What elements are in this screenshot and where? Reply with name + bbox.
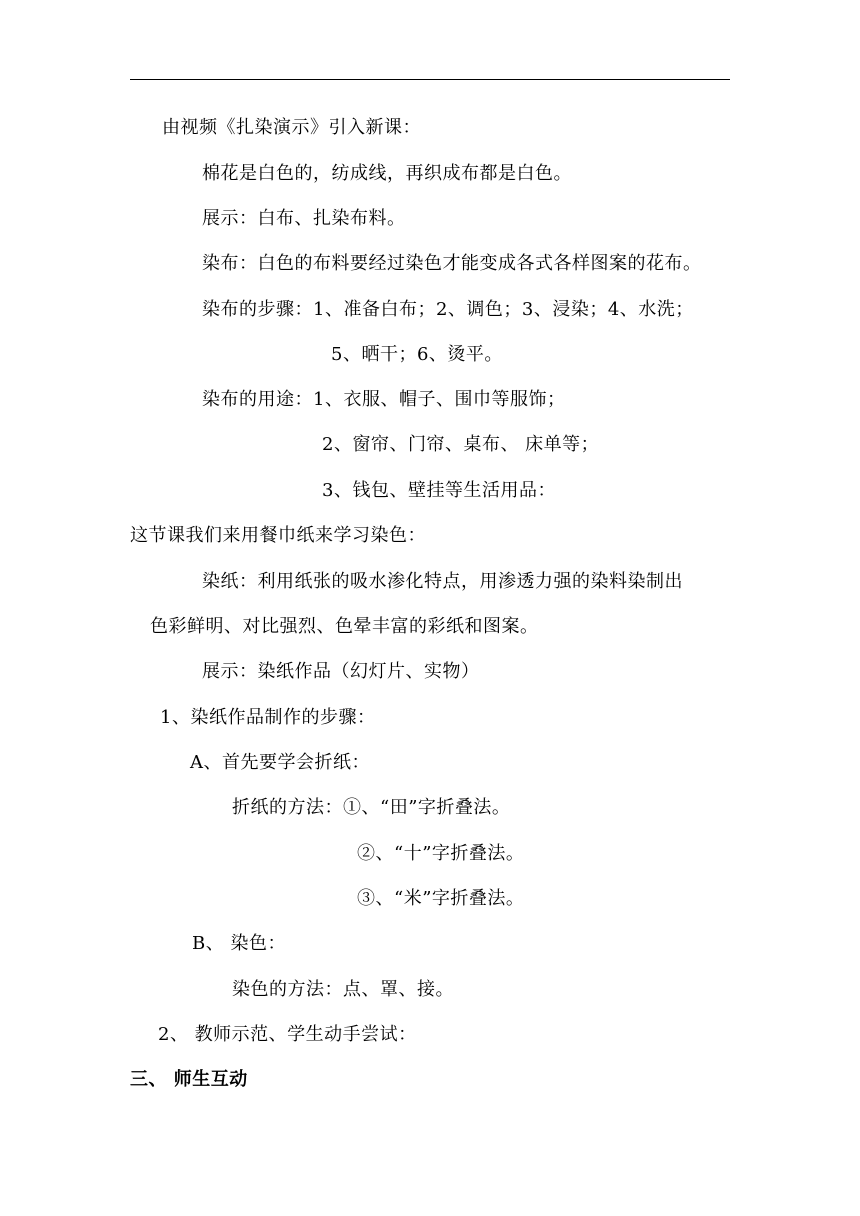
dye-paper-definition-2: 色彩鲜明、对比强烈、色晕丰富的彩纸和图案。 [150,616,539,637]
step-heading-1: 1、染纸作品制作的步骤： [160,707,376,728]
display-works-line: 展示：染纸作品（幻灯片、实物） [202,661,480,682]
dye-steps-line-1: 染布的步骤：1、准备白布；2、调色；3、浸染；4、水洗； [202,299,694,320]
dye-paper-definition-1: 染纸：利用纸张的吸水渗化特点，用渗透力强的染料染制出 [202,571,683,592]
substep-a: A、首先要学会折纸： [190,752,370,773]
intro-line: 由视频《扎染演示》引入新课： [162,117,421,138]
fold-method-1: 折纸的方法：①、“田”字折叠法。 [232,797,511,818]
fold-method-2: ②、“十”字折叠法。 [357,843,525,864]
section-heading-3: 三、 师生互动 [130,1069,248,1090]
substep-b: B、 染色： [192,933,286,954]
dye-cloth-definition: 染布：白色的布料要经过染色才能变成各式各样图案的花布。 [202,253,702,274]
dye-method-line: 染色的方法：点、罩、接。 [232,979,454,1000]
display-cloth-line: 展示：白布、扎染布料。 [202,208,406,229]
dye-uses-line-2: 2、窗帘、门帘、桌布、 床单等； [322,434,600,455]
dye-steps-line-2: 5、晒干；6、烫平。 [331,344,503,365]
dye-uses-line-1: 染布的用途：1、衣服、帽子、围巾等服饰； [202,389,566,410]
fold-method-3: ③、“米”字折叠法。 [357,888,525,909]
dye-uses-line-3: 3、钱包、壁挂等生活用品： [322,480,556,501]
lesson-intro-line: 这节课我们来用餐巾纸来学习染色： [130,525,426,546]
header-rule [130,79,730,80]
cotton-line: 棉花是白色的，纺成线，再织成布都是白色。 [202,163,572,184]
step-heading-2: 2、 教师示范、学生动手尝试： [158,1024,417,1045]
